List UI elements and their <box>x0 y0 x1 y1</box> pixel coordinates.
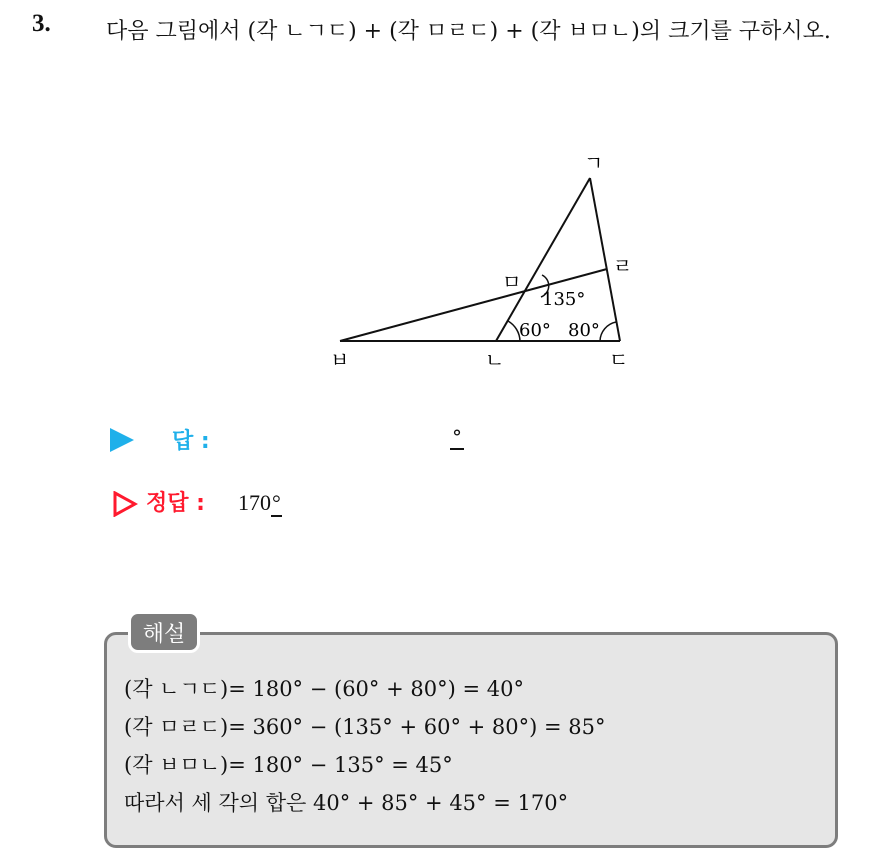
outline-triangle-icon <box>112 491 138 517</box>
play-triangle-icon <box>110 428 134 452</box>
correct-answer-value <box>238 490 282 516</box>
vertex-label-r: ㄹ <box>613 254 633 278</box>
angle-arc-80 <box>600 322 616 341</box>
vertex-label-b: ㅂ <box>330 348 350 372</box>
correct-answer-number: 170 <box>238 490 271 515</box>
answer-input-blank[interactable]: ° <box>452 425 462 449</box>
angle-label-60: 60° <box>519 320 551 341</box>
explanation-line-3: (각 ㅂㅁㄴ)= 180° − 135° = 45° <box>124 753 453 777</box>
vertex-label-n: ㄴ <box>485 348 505 372</box>
explanation-lines <box>124 670 824 822</box>
vertex-label-m: ㅁ <box>502 270 522 294</box>
explanation-line-2: (각 ㅁㄹㄷ)= 360° − (135° + 60° + 80°) = 85° <box>124 715 606 739</box>
answer-label: 답 : <box>172 429 210 454</box>
answer-row <box>110 424 530 458</box>
geometry-figure <box>320 145 650 385</box>
question-text: 다음 그림에서 (각 ㄴㄱㄷ) + (각 ㅁㄹㄷ) + (각 ㅂㅁㄴ)의 크기를 구하시오. <box>106 19 831 44</box>
correct-answer-label: 정답 : <box>146 491 205 516</box>
angle-label-80: 80° <box>568 320 600 341</box>
explanation-line-1: (각 ㄴㄱㄷ)= 180° − (60° + 80°) = 40° <box>124 677 524 701</box>
explanation-line-4: 따라서 세 각의 합은 40° + 85° + 45° = 170° <box>124 791 569 815</box>
angle-label-135: 135° <box>542 289 586 310</box>
triangle-diagram <box>320 145 650 385</box>
segment-n-g <box>496 178 590 341</box>
explanation-tag: 해설 <box>128 611 200 653</box>
correct-answer-row <box>110 486 530 522</box>
vertex-label-g: ㄱ <box>584 151 604 175</box>
problem-number: 3. <box>32 10 51 37</box>
vertex-label-d: ㄷ <box>609 348 629 372</box>
correct-answer-unit: ° <box>272 490 281 515</box>
